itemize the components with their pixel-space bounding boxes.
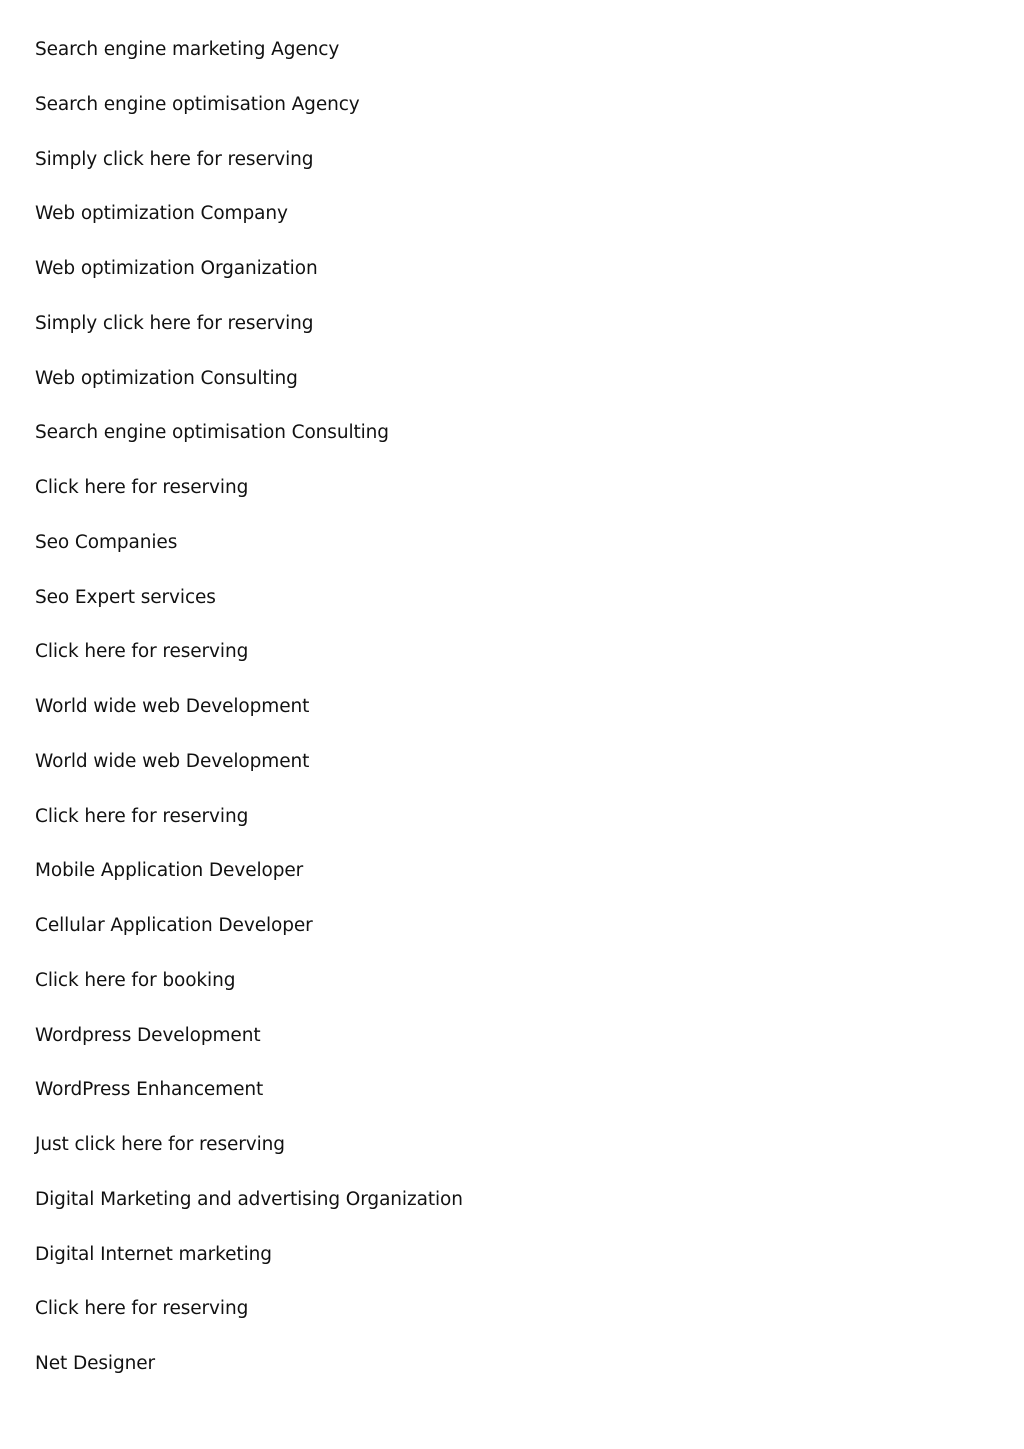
list-item[interactable]: Cellular Application Developer: [35, 915, 313, 936]
list-item[interactable]: Click here for reserving: [35, 1298, 249, 1320]
list-item[interactable]: Seo Companies: [35, 531, 178, 553]
list-item[interactable]: Seo Expert services: [35, 586, 216, 608]
list-item[interactable]: World wide web Development: [35, 750, 310, 772]
list-item[interactable]: Web optimization Company: [35, 203, 288, 225]
list-item[interactable]: Web optimization Organization: [35, 258, 318, 279]
list-item[interactable]: Just click here for reserving: [35, 1134, 285, 1155]
list-item[interactable]: Net Designer: [35, 1353, 156, 1374]
list-item[interactable]: Click here for reserving: [35, 641, 249, 663]
list-item[interactable]: Digital Internet marketing: [35, 1243, 272, 1265]
list-item[interactable]: Mobile Application Developer: [35, 860, 304, 882]
list-item[interactable]: Click here for reserving: [35, 477, 249, 498]
list-item[interactable]: Simply click here for reserving: [35, 148, 314, 170]
list-item[interactable]: Click here for reserving: [35, 805, 249, 827]
list-item[interactable]: Wordpress Development: [35, 1024, 261, 1046]
text-list: [35, 35, 463, 1404]
list-item[interactable]: Search engine optimisation Consulting: [35, 422, 389, 444]
list-item[interactable]: World wide web Development: [35, 696, 310, 717]
list-item[interactable]: Search engine marketing Agency: [35, 39, 340, 60]
list-item[interactable]: Digital Marketing and advertising Organization: [35, 1188, 463, 1210]
list-item[interactable]: Web optimization Consulting: [35, 367, 298, 389]
list-item[interactable]: Click here for booking: [35, 969, 236, 991]
list-item[interactable]: Simply click here for reserving: [35, 312, 314, 334]
list-item[interactable]: WordPress Enhancement: [35, 1079, 264, 1101]
list-item[interactable]: Search engine optimisation Agency: [35, 93, 360, 115]
